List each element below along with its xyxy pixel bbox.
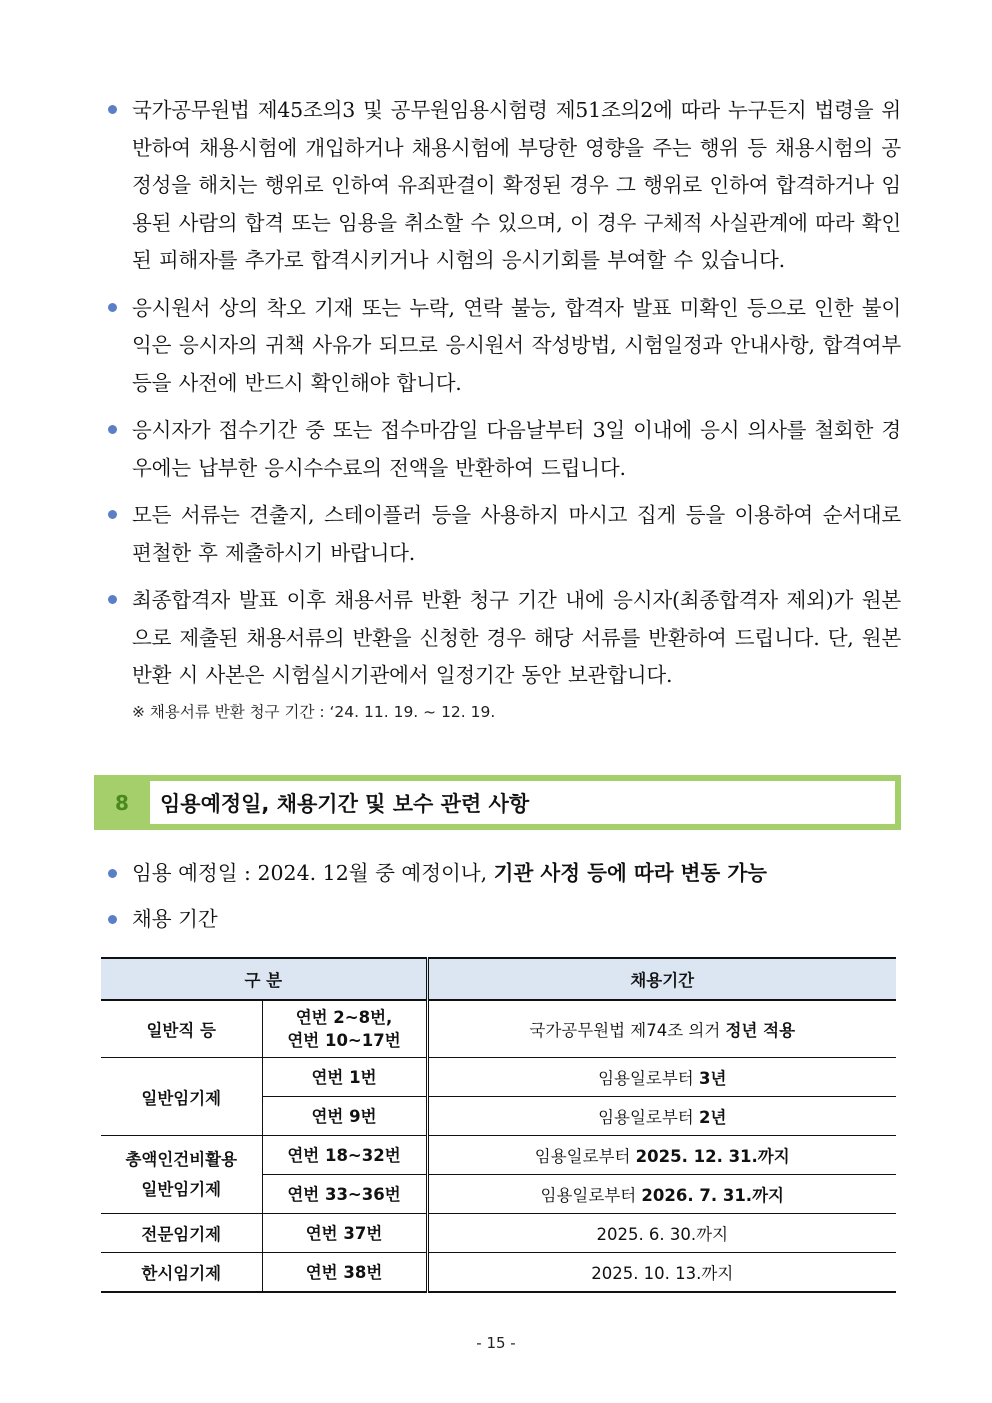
return-period-note: ※ 채용서류 반환 청구 기간 : ‘24. 11. 19. ~ 12. 19.	[132, 703, 496, 721]
bullet-item	[106, 92, 901, 280]
section-number: 8	[115, 790, 129, 815]
period-cell: 임용일로부터 2년	[427, 1097, 896, 1136]
table-row	[101, 1000, 896, 1058]
period-cell: 국가공무원법 제74조 의거 정년 적용	[427, 1000, 896, 1058]
table-row	[101, 1253, 896, 1293]
bullet-text: 모든 서류는 견출지, 스테이플러 등을 사용하지 마시고 집게 등을 이용하여 순서대로 편철한 후 제출하시기 바랍니다.	[132, 503, 901, 565]
period-cell: 임용일로부터 2025. 12. 31.까지	[427, 1136, 896, 1175]
section-header	[94, 775, 901, 830]
bullet-text: 응시원서 상의 착오 기재 또는 누락, 연락 불능, 합격자 발표 미확인 등으로 인한 불이익은 응시자의 귀책 사유가 되므로 응시원서 작성방법, 시험일정과 안내사항, 합격여부 등을 사전에 반드시 확인해야 합니다.	[132, 295, 901, 395]
bullet-dot-icon	[108, 595, 117, 604]
bullet-item	[106, 290, 901, 403]
category-cell: 전문임기제	[101, 1214, 262, 1253]
table-row	[101, 1058, 896, 1097]
table-header-row	[101, 958, 896, 1000]
employment-period-item	[106, 901, 927, 938]
bullet-text: 최종합격자 발표 이후 채용서류 반환 청구 기간 내에 응시자(최종합격자 제외)가 원본으로 제출된 채용서류의 반환을 신청한 경우 해당 서류를 반환하여 드립니다. 단, 원본 반환 시 사본은 시험실시기관에서 일정기간 동안 보관합니다.	[132, 588, 901, 687]
appointment-date-item	[106, 855, 927, 892]
category-cell: 일반직 등	[101, 1000, 262, 1058]
employment-period-label: 채용 기간	[132, 907, 218, 931]
employment-period-table	[101, 957, 896, 1293]
bullet-text: 응시자가 접수기간 중 또는 접수마감일 다음날부터 3일 이내에 응시 의사를 철회한 경우에는 납부한 응시수수료의 전액을 반환하여 드립니다.	[132, 418, 901, 480]
number-cell: 연번 9번	[262, 1097, 427, 1136]
appointment-date-emphasis: 기관 사정 등에 따라 변동 가능	[493, 861, 767, 885]
period-cell: 2025. 10. 13.까지	[427, 1253, 896, 1293]
header-period: 채용기간	[427, 958, 896, 1000]
section-title-box	[150, 781, 895, 824]
bullet-item	[106, 497, 901, 572]
bullet-dot-icon	[108, 510, 117, 519]
notice-bullet-list	[106, 92, 901, 705]
number-cell: 연번 18~32번	[262, 1136, 427, 1175]
bullet-dot-icon	[108, 425, 117, 434]
bullet-dot-icon	[108, 915, 117, 924]
bullet-item	[106, 412, 901, 487]
period-cell: 2025. 6. 30.까지	[427, 1214, 896, 1253]
period-cell: 임용일로부터 2026. 7. 31.까지	[427, 1175, 896, 1214]
bullet-text: 국가공무원법 제45조의3 및 공무원임용시험령 제51조의2에 따라 누구든지 법령을 위반하여 채용시험에 개입하거나 채용시험에 부당한 영향을 주는 행위 등 채용시험의 공정성을 해치는 행위로 인하여 유죄판결이 확정된 경우 그 행위로 인하여 합격하거나 임용된 사람의 합격 또는 임용을 취소할 수 있으며, 이 경우 구체적 사실관계에 따라 확인된 피해자를 추가로 합격시키거나 시험의 응시기회를 부여할 수 있습니다.	[132, 98, 901, 272]
table-row	[101, 1136, 896, 1175]
appointment-date-text: 임용 예정일 : 2024. 12월 중 예정이나,	[132, 861, 494, 885]
category-cell: 한시임기제	[101, 1253, 262, 1293]
header-category: 구 분	[101, 958, 427, 1000]
number-cell: 연번 38번	[262, 1253, 427, 1293]
number-cell: 연번 37번	[262, 1214, 427, 1253]
bullet-dot-icon	[108, 105, 117, 114]
category-cell: 일반임기제	[101, 1058, 262, 1136]
category-cell: 총액인건비활용 일반임기제	[101, 1136, 262, 1214]
bullet-item	[106, 582, 901, 695]
bullet-dot-icon	[108, 869, 117, 878]
number-cell: 연번 2~8번, 연번 10~17번	[262, 1000, 427, 1058]
table-row	[101, 1214, 896, 1253]
bullet-dot-icon	[108, 303, 117, 312]
section-title: 임용예정일, 채용기간 및 보수 관련 사항	[160, 791, 530, 816]
page-number: - 15 -	[476, 1334, 516, 1352]
period-cell: 임용일로부터 3년	[427, 1058, 896, 1097]
number-cell: 연번 1번	[262, 1058, 427, 1097]
number-cell: 연번 33~36번	[262, 1175, 427, 1214]
